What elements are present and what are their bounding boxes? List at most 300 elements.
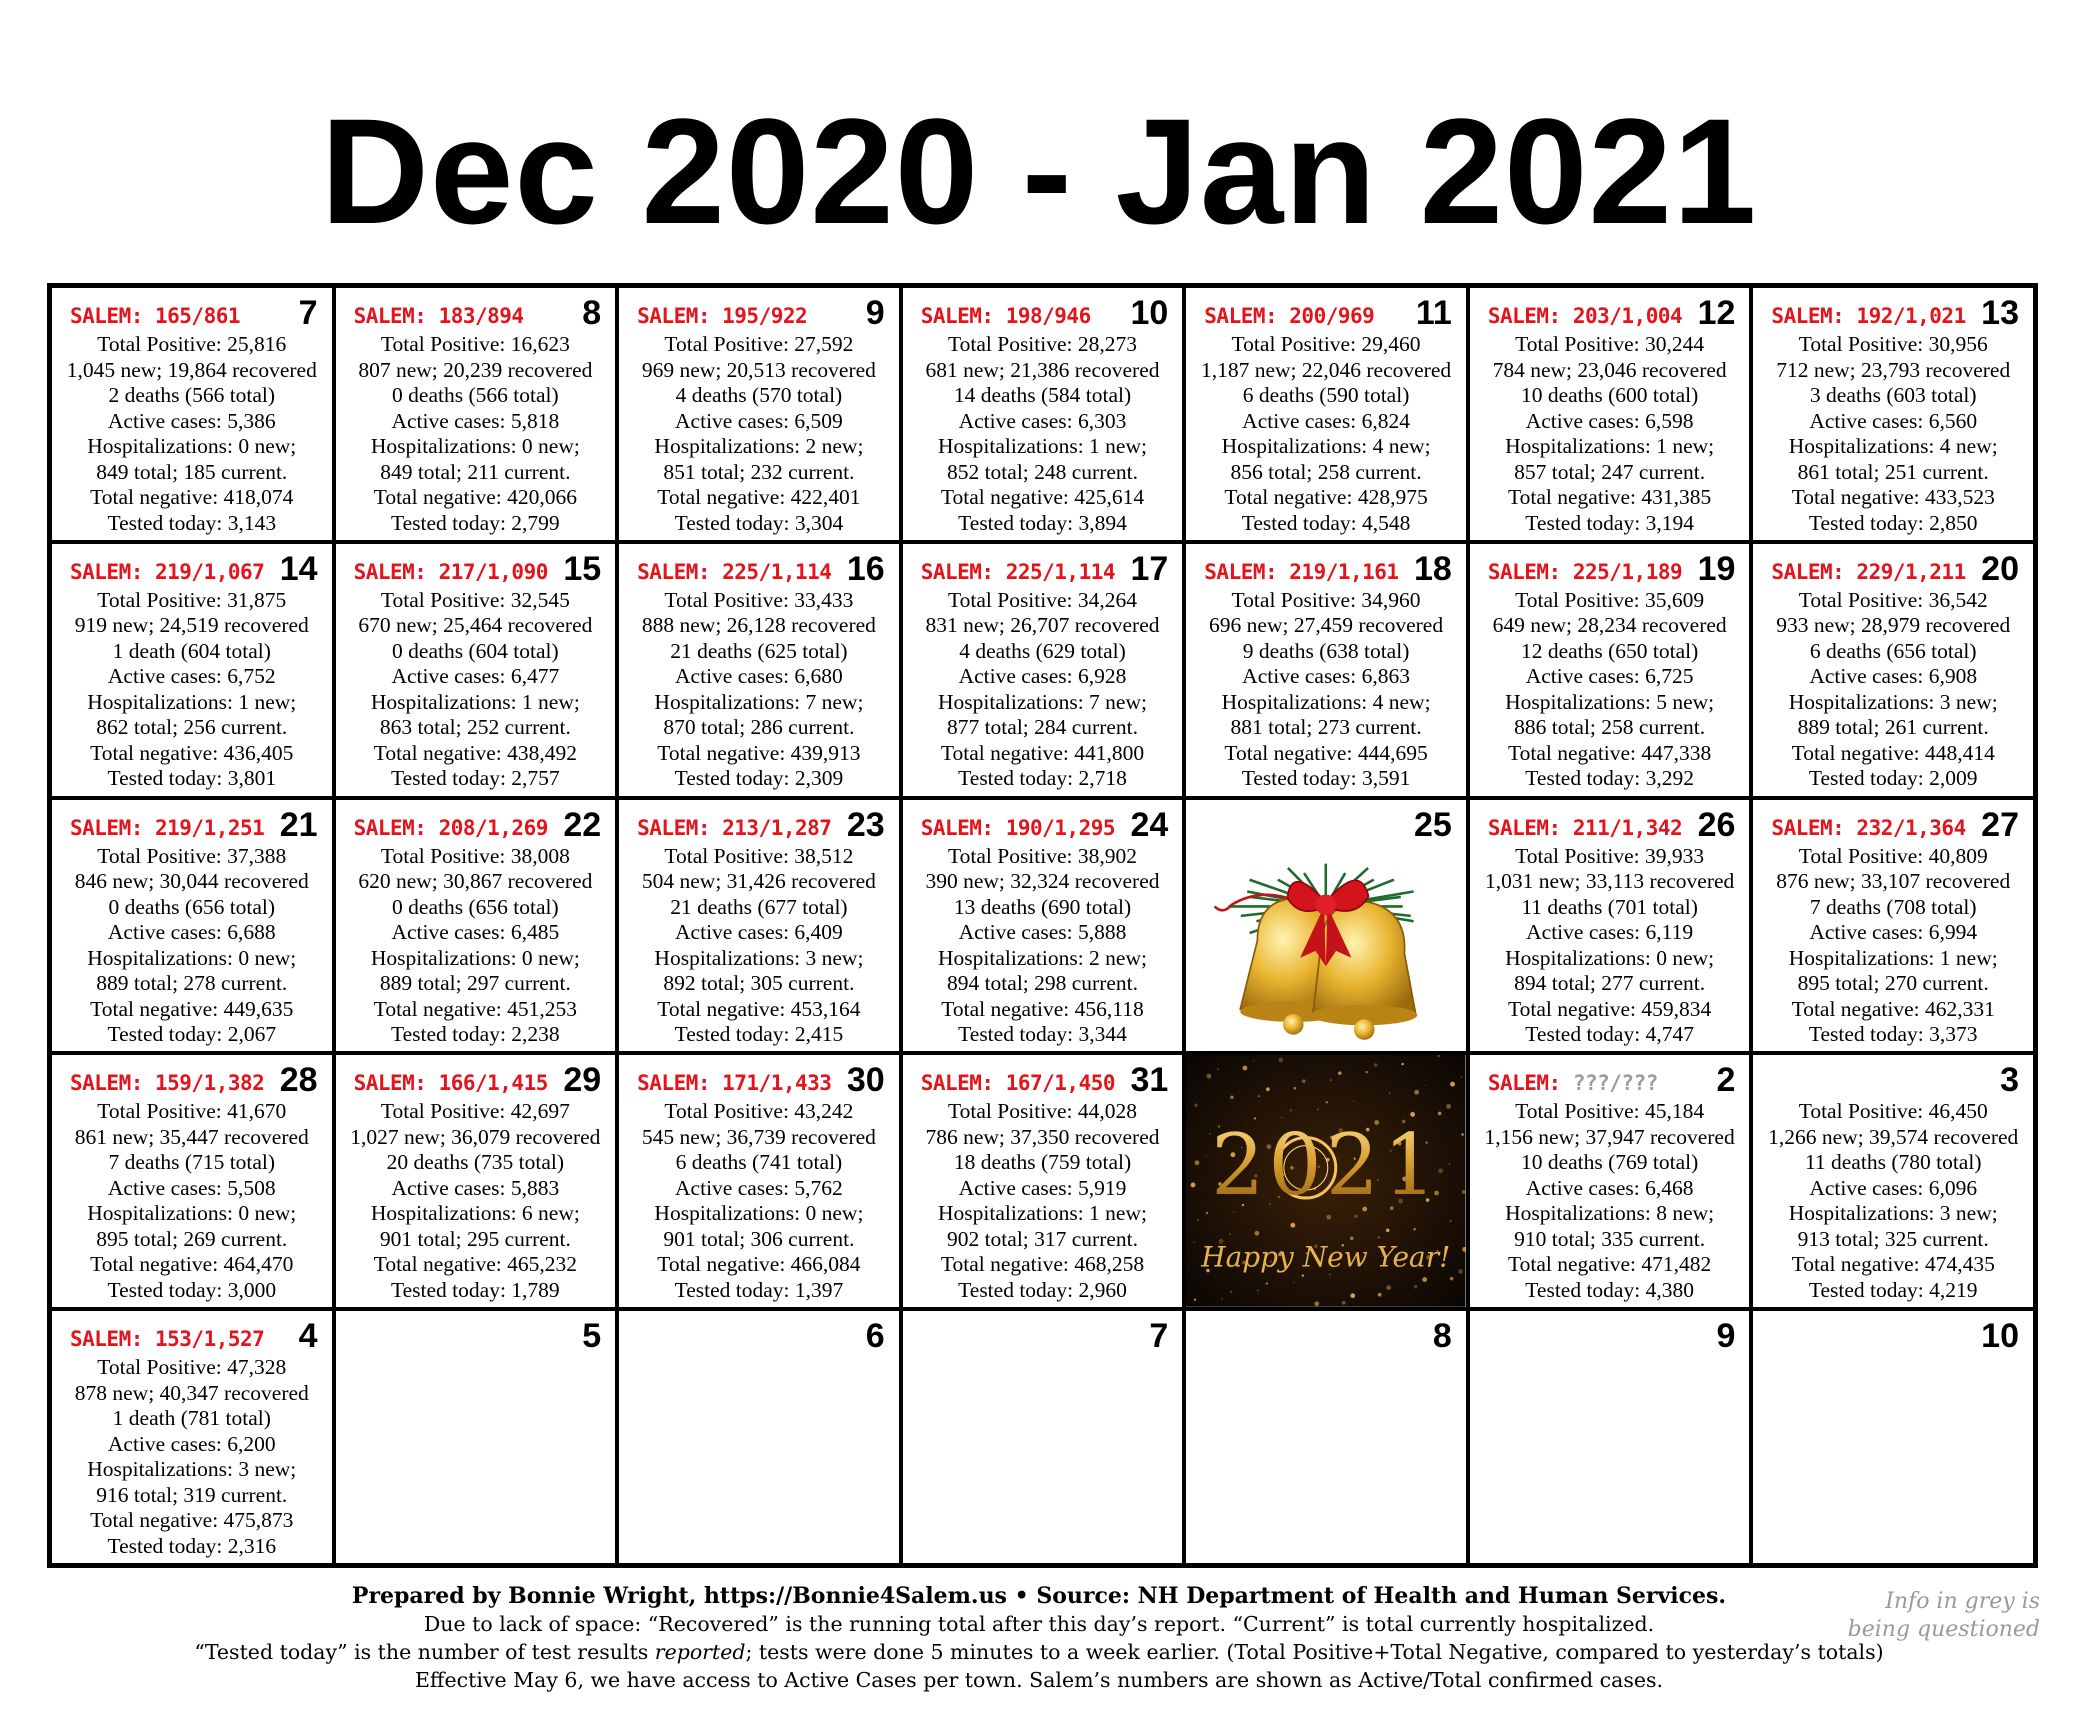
day-statistics: [903, 844, 1183, 1048]
stat-line: 1,045 new; 19,864 recovered: [66, 357, 317, 382]
calendar-day-cell: [1184, 542, 1468, 798]
cell-header: [1470, 294, 1742, 334]
stat-line: 786 new; 37,350 recovered: [925, 1124, 1160, 1149]
day-statistics: [1753, 844, 2033, 1048]
calendar-day-cell: [1751, 1309, 2035, 1565]
stat-line: Total negative: 420,066: [373, 485, 577, 509]
footer-notes: [0, 1582, 2078, 1694]
stat-line: 9 deaths (638 total): [1242, 638, 1410, 663]
day-number: 19: [1697, 549, 1736, 588]
stat-line: 870 total; 286 current.: [663, 715, 855, 740]
stat-line: 861 total; 251 current.: [1797, 459, 1989, 484]
stat-line: Total negative: 453,164: [657, 996, 861, 1021]
stat-line: 919 new; 24,519 recovered: [74, 613, 309, 638]
stat-line: Tested today: 4,380: [1525, 1277, 1694, 1302]
day-number: 26: [1697, 805, 1736, 844]
day-statistics: [52, 844, 332, 1048]
stat-line: 901 total; 306 current.: [663, 1226, 855, 1251]
day-statistics: [903, 588, 1183, 792]
stat-line: 2 deaths (566 total): [108, 383, 276, 407]
stat-line: 881 total; 273 current.: [1230, 715, 1422, 740]
stat-line: Tested today: 2,009: [1808, 766, 1978, 791]
stat-line: Active cases: 5,386: [107, 408, 276, 433]
stat-line: 1 death (604 total): [112, 638, 271, 663]
stat-line: Active cases: 6,096: [1809, 1175, 1978, 1200]
stat-line: Tested today: 2,850: [1808, 510, 1978, 535]
footer-note-recovered: Due to lack of space: “Recovered” is the running total after this day’s report. “Current” is total currently hospitalized.: [423, 1612, 1655, 1636]
cell-header: [336, 806, 608, 846]
stat-line: Hospitalizations: 1 new;: [1505, 434, 1715, 458]
cell-header: [619, 294, 891, 334]
day-number: 25: [1414, 805, 1452, 844]
cell-header: [1470, 806, 1742, 846]
stat-line: 861 new; 35,447 recovered: [74, 1124, 309, 1149]
stat-line: Hospitalizations: 0 new;: [87, 945, 297, 970]
calendar-day-cell: [901, 1053, 1185, 1309]
stat-line: Active cases: 6,477: [391, 664, 560, 689]
day-statistics: [1470, 588, 1750, 792]
stat-line: Tested today: 4,548: [1241, 510, 1411, 535]
stat-line: Total Positive: 33,433: [664, 587, 854, 612]
cell-header: [1186, 1061, 1458, 1101]
day-statistics: [52, 588, 332, 792]
stat-line: Total Positive: 40,809: [1798, 843, 1988, 868]
grey-info-note: [1848, 1588, 2040, 1644]
stat-line: 889 total; 297 current.: [379, 971, 571, 996]
cell-header: [619, 1061, 891, 1101]
day-number: 8: [1432, 1317, 1452, 1356]
stat-line: Total Positive: 29,460: [1231, 332, 1421, 356]
day-statistics: [1186, 332, 1466, 536]
stat-line: Total negative: 474,435: [1791, 1252, 1995, 1277]
stat-line: Total Positive: 38,008: [380, 843, 570, 868]
stat-line: 0 deaths (656 total): [392, 894, 559, 919]
salem-count: SALEM: 225/1,114: [637, 559, 832, 584]
stat-line: Hospitalizations: 0 new;: [370, 945, 580, 970]
stat-line: Active cases: 6,200: [107, 1431, 276, 1456]
calendar-day-cell: [617, 1309, 901, 1565]
cell-header: [52, 550, 324, 590]
stat-line: 846 new; 30,044 recovered: [74, 869, 309, 894]
stat-line: 1,156 new; 37,947 recovered: [1484, 1124, 1735, 1149]
stat-line: Tested today: 2,960: [958, 1277, 1127, 1302]
stat-line: Total Positive: 46,450: [1798, 1099, 1988, 1124]
cell-header: [1186, 1317, 1458, 1357]
stat-line: 1,266 new; 39,574 recovered: [1768, 1124, 2019, 1149]
calendar-day-cell: [1751, 542, 2035, 798]
stat-line: Total negative: 444,695: [1224, 740, 1428, 765]
stat-line: Hospitalizations: 2 new;: [937, 945, 1147, 970]
day-statistics: [336, 844, 616, 1048]
day-number: 30: [846, 1061, 885, 1100]
salem-count: SALEM: ???/???: [1487, 1071, 1658, 1096]
footer-note-tested-a: “Tested today” is the number of test results: [194, 1640, 655, 1664]
stat-line: 6 deaths (656 total): [1809, 638, 1977, 663]
stat-line: Active cases: 6,824: [1242, 408, 1410, 433]
stat-line: Total Positive: 36,542: [1798, 587, 1988, 612]
day-statistics: [336, 588, 616, 792]
calendar-day-cell: [1751, 286, 2035, 542]
day-number: 15: [563, 549, 602, 588]
stat-line: 20 deaths (735 total): [386, 1150, 565, 1175]
stat-line: 7 deaths (708 total): [1809, 894, 1977, 919]
stat-line: 390 new; 32,324 recovered: [925, 869, 1160, 894]
salem-count: SALEM: 219/1,161: [1204, 559, 1399, 584]
day-number: 23: [846, 805, 885, 844]
cell-header: [903, 1317, 1175, 1357]
stat-line: Total negative: 438,492: [373, 740, 577, 765]
stat-line: 696 new; 27,459 recovered: [1209, 613, 1444, 638]
stat-line: Hospitalizations: 3 new;: [1788, 689, 1998, 714]
stat-line: 545 new; 36,739 recovered: [641, 1124, 876, 1149]
stat-line: Active cases: 6,119: [1526, 920, 1694, 945]
day-number: 22: [563, 805, 602, 844]
salem-count: SALEM: 211/1,342: [1487, 815, 1683, 840]
stat-line: 4 deaths (629 total): [959, 638, 1126, 663]
salem-count: SALEM: 195/922: [637, 304, 808, 328]
stat-line: Hospitalizations: 4 new;: [1221, 434, 1431, 458]
stat-line: Total negative: 464,470: [90, 1252, 294, 1277]
stat-line: Total Positive: 35,609: [1515, 587, 1705, 612]
stat-line: 857 total; 247 current.: [1514, 459, 1706, 484]
stat-line: Total negative: 465,232: [373, 1252, 577, 1277]
day-statistics: [52, 332, 332, 536]
day-number: 21: [279, 805, 318, 844]
stat-line: Active cases: 6,598: [1525, 408, 1694, 433]
stat-line: 12 deaths (650 total): [1520, 638, 1699, 663]
stat-line: Hospitalizations: 0 new;: [370, 434, 580, 458]
calendar-grid: [47, 283, 2038, 1568]
stat-line: 18 deaths (759 total): [953, 1150, 1132, 1175]
salem-count: SALEM: 225/1,114: [920, 559, 1115, 584]
stat-line: Active cases: 6,560: [1809, 408, 1978, 433]
stat-line: Hospitalizations: 0 new;: [87, 434, 297, 458]
stat-line: Active cases: 6,863: [1242, 664, 1410, 689]
stat-line: 504 new; 31,426 recovered: [641, 869, 876, 894]
salem-count: SALEM: 208/1,269: [353, 815, 548, 840]
stat-line: 889 total; 261 current.: [1797, 715, 1989, 740]
stat-line: Hospitalizations: 1 new;: [87, 689, 297, 714]
cell-header: [1186, 550, 1458, 590]
stat-line: Total negative: 456,118: [941, 996, 1144, 1021]
day-statistics: [336, 332, 616, 536]
cell-header: [1186, 806, 1458, 846]
day-statistics: [1186, 588, 1466, 792]
calendar-day-cell: [334, 286, 618, 542]
salem-count: SALEM: 229/1,211: [1771, 559, 1966, 584]
day-number: 11: [1415, 294, 1452, 332]
stat-line: Total negative: 428,975: [1224, 485, 1428, 509]
new-year-year-text: 2021: [1211, 1116, 1441, 1215]
stat-line: 681 new; 21,386 recovered: [925, 357, 1160, 382]
stat-line: Total negative: 462,331: [1791, 996, 1995, 1021]
day-statistics: [1753, 332, 2033, 536]
stat-line: 784 new; 23,046 recovered: [1492, 357, 1727, 382]
stat-line: Hospitalizations: 6 new;: [370, 1201, 580, 1226]
stat-line: 889 total; 278 current.: [96, 971, 288, 996]
grey-note-line-1: Info in grey is: [1885, 1589, 2040, 1614]
stat-line: 14 deaths (584 total): [953, 383, 1132, 407]
cell-header: [336, 1317, 608, 1357]
stat-line: 649 new; 28,234 recovered: [1492, 613, 1727, 638]
stat-line: Tested today: 3,292: [1525, 766, 1694, 791]
day-statistics: [619, 844, 899, 1048]
stat-line: Active cases: 6,509: [675, 408, 843, 433]
stat-line: Total negative: 431,385: [1507, 485, 1712, 509]
cell-header: [619, 1317, 891, 1357]
stat-line: Total Positive: 27,592: [664, 332, 854, 356]
salem-count: SALEM: 198/946: [920, 304, 1091, 328]
stat-line: 876 new; 33,107 recovered: [1776, 869, 2011, 894]
day-number: 3: [2000, 1061, 2019, 1100]
stat-line: 0 deaths (656 total): [108, 894, 276, 919]
day-statistics: [619, 332, 899, 536]
day-number: 7: [1149, 1317, 1169, 1356]
stat-line: 807 new; 20,239 recovered: [358, 357, 593, 382]
stat-line: Hospitalizations: 1 new;: [937, 1201, 1147, 1226]
stat-line: 1,187 new; 22,046 recovered: [1200, 357, 1452, 382]
stat-line: Total Positive: 44,028: [947, 1099, 1137, 1124]
salem-count: SALEM: 219/1,067: [70, 559, 265, 584]
stat-line: 6 deaths (590 total): [1242, 383, 1410, 407]
calendar-day-cell: [1184, 1053, 1468, 1309]
stat-line: 712 new; 23,793 recovered: [1776, 357, 2011, 382]
stat-line: Hospitalizations: 7 new;: [654, 689, 864, 714]
salem-count: SALEM: 200/969: [1204, 304, 1375, 328]
calendar-day-cell: [50, 542, 334, 798]
day-number: 10: [1981, 1317, 2019, 1356]
stat-line: Tested today: 4,747: [1525, 1022, 1694, 1047]
salem-count: SALEM: 159/1,382: [70, 1071, 265, 1096]
stat-line: 21 deaths (625 total): [670, 638, 848, 663]
stat-line: 0 deaths (566 total): [392, 383, 559, 407]
stat-line: 11 deaths (780 total): [1804, 1150, 1982, 1175]
cell-header: [1186, 294, 1458, 334]
stat-line: Tested today: 3,194: [1525, 510, 1694, 535]
stat-line: Total Positive: 31,875: [97, 587, 287, 612]
stat-line: Total negative: 433,523: [1791, 485, 1995, 509]
salem-count: SALEM: 232/1,364: [1771, 815, 1966, 840]
stat-line: 895 total; 269 current.: [96, 1226, 288, 1251]
day-number: 13: [1981, 294, 2019, 332]
cell-header: [1753, 806, 2025, 846]
stat-line: Total negative: 459,834: [1507, 996, 1712, 1021]
salem-count: SALEM: 153/1,527: [70, 1327, 265, 1352]
stat-line: Active cases: 6,303: [958, 408, 1127, 433]
stat-line: 13 deaths (690 total): [953, 894, 1132, 919]
stat-line: 1 death (781 total): [112, 1406, 271, 1431]
stat-line: Hospitalizations: 4 new;: [1221, 689, 1431, 714]
day-statistics: [1470, 332, 1750, 536]
day-number: 10: [1130, 294, 1169, 332]
calendar-day-cell: [901, 1309, 1185, 1565]
cell-header: [903, 294, 1175, 334]
stat-line: Active cases: 5,818: [391, 408, 560, 433]
stat-line: Hospitalizations: 5 new;: [1505, 689, 1715, 714]
footer-note-tested: [0, 1638, 2078, 1666]
stat-line: Tested today: 3,344: [958, 1022, 1127, 1047]
cell-header: [1753, 550, 2025, 590]
stat-line: Tested today: 2,415: [674, 1022, 844, 1047]
day-statistics: [619, 588, 899, 792]
stat-line: 888 new; 26,128 recovered: [641, 613, 876, 638]
cell-picture: [1186, 838, 1466, 1052]
stat-line: Active cases: 6,680: [675, 664, 843, 689]
day-statistics: [619, 1099, 899, 1303]
calendar-day-cell: [334, 542, 618, 798]
stat-line: Active cases: 6,485: [391, 920, 560, 945]
day-number: 29: [563, 1061, 602, 1100]
cell-header: [619, 550, 891, 590]
calendar-day-cell: [1184, 1309, 1468, 1565]
stat-line: 7 deaths (715 total): [108, 1150, 276, 1175]
stat-line: Hospitalizations: 3 new;: [87, 1457, 297, 1482]
stat-line: Total negative: 439,913: [657, 740, 861, 765]
day-number: 9: [865, 294, 885, 332]
calendar-day-cell: [1751, 798, 2035, 1054]
stat-line: Hospitalizations: 7 new;: [937, 689, 1147, 714]
salem-count: SALEM: 203/1,004: [1487, 304, 1683, 328]
day-number: 8: [582, 294, 602, 332]
stat-line: Tested today: 3,894: [958, 510, 1127, 535]
stat-line: Tested today: 2,067: [107, 1022, 277, 1047]
stat-line: Hospitalizations: 1 new;: [1788, 945, 1998, 970]
day-number: 17: [1130, 549, 1169, 588]
stat-line: 10 deaths (769 total): [1520, 1150, 1699, 1175]
cell-header: [52, 806, 324, 846]
stat-line: Total Positive: 38,902: [947, 843, 1137, 868]
stat-line: 11 deaths (701 total): [1521, 894, 1698, 919]
stat-line: Hospitalizations: 2 new;: [654, 434, 864, 458]
stat-line: 10 deaths (600 total): [1520, 383, 1699, 407]
calendar-day-cell: [617, 1053, 901, 1309]
stat-line: Tested today: 3,591: [1241, 766, 1411, 791]
stat-line: Total Positive: 43,242: [664, 1099, 854, 1124]
cell-header: [52, 294, 324, 334]
calendar-day-cell: [901, 798, 1185, 1054]
cell-header: [1753, 1061, 2025, 1101]
salem-count: SALEM: 217/1,090: [353, 559, 548, 584]
footer-note-tested-em: reported: [654, 1640, 746, 1664]
calendar-day-cell: [50, 286, 334, 542]
calendar-day-cell: [50, 1053, 334, 1309]
cell-header: [52, 1061, 324, 1101]
stat-line: 670 new; 25,464 recovered: [358, 613, 593, 638]
stat-line: Total negative: 475,873: [90, 1508, 294, 1533]
calendar-day-cell: [1184, 798, 1468, 1054]
cell-header: [1470, 1317, 1742, 1357]
day-number: 16: [846, 549, 885, 588]
salem-count: SALEM: 192/1,021: [1771, 304, 1966, 328]
stat-line: Tested today: 2,718: [958, 766, 1127, 791]
day-statistics: [52, 1099, 332, 1303]
stat-line: Tested today: 3,801: [107, 766, 277, 791]
stat-line: Hospitalizations: 0 new;: [654, 1201, 864, 1226]
stat-line: 877 total; 284 current.: [946, 715, 1139, 740]
stat-line: Tested today: 3,000: [107, 1277, 277, 1302]
day-number: 5: [582, 1317, 602, 1356]
stat-line: 933 new; 28,979 recovered: [1776, 613, 2011, 638]
calendar-day-cell: [1468, 542, 1752, 798]
stat-line: 1,027 new; 36,079 recovered: [350, 1124, 601, 1149]
salem-count: SALEM: 213/1,287: [637, 815, 832, 840]
stat-line: Tested today: 1,397: [674, 1277, 844, 1302]
cell-header: [336, 1061, 608, 1101]
calendar-day-cell: [50, 798, 334, 1054]
calendar-day-cell: [1468, 798, 1752, 1054]
stat-line: Total negative: 449,635: [90, 996, 294, 1021]
stat-line: Active cases: 6,928: [958, 664, 1127, 689]
cell-header: [903, 806, 1175, 846]
stat-line: 6 deaths (741 total): [675, 1150, 843, 1175]
calendar-day-cell: [334, 798, 618, 1054]
day-number: 4: [298, 1317, 318, 1356]
stat-line: Total Positive: 38,512: [664, 843, 854, 868]
stat-line: Tested today: 1,789: [391, 1277, 560, 1302]
stat-line: Hospitalizations: 1 new;: [370, 689, 580, 714]
stat-line: 852 total; 248 current.: [946, 459, 1139, 484]
stat-line: Total Positive: 34,960: [1231, 587, 1421, 612]
stat-line: Total negative: 447,338: [1507, 740, 1712, 765]
salem-count: SALEM: 219/1,251: [70, 815, 265, 840]
stat-line: Hospitalizations: 3 new;: [654, 945, 864, 970]
stat-line: Total Positive: 39,933: [1515, 843, 1705, 868]
stat-line: Total Positive: 16,623: [380, 332, 570, 356]
calendar-day-cell: [1751, 1053, 2035, 1309]
salem-count-questioned: ???/???: [1572, 1071, 1658, 1096]
grey-note-line-2: being questioned: [1847, 1617, 2040, 1642]
stat-line: Active cases: 6,725: [1525, 664, 1694, 689]
stat-line: 0 deaths (604 total): [392, 638, 559, 663]
stat-line: Total negative: 468,258: [940, 1252, 1145, 1277]
stat-line: Hospitalizations: 0 new;: [1505, 945, 1715, 970]
stat-line: 4 deaths (570 total): [675, 383, 843, 407]
stat-line: 913 total; 325 current.: [1797, 1226, 1989, 1251]
salem-count: SALEM: 190/1,295: [920, 815, 1115, 840]
calendar-day-cell: [901, 286, 1185, 542]
calendar-day-cell: [334, 1309, 618, 1565]
stat-line: 878 new; 40,347 recovered: [74, 1380, 309, 1405]
stat-line: Hospitalizations: 1 new;: [937, 434, 1147, 458]
day-number: 28: [279, 1061, 318, 1100]
stat-line: Active cases: 5,508: [107, 1175, 276, 1200]
stat-line: Total negative: 436,405: [90, 740, 294, 765]
stat-line: 856 total; 258 current.: [1230, 459, 1422, 484]
stat-line: 863 total; 252 current.: [379, 715, 571, 740]
happy-new-year-text: Happy New Year!: [1201, 1240, 1451, 1274]
footer-note-active: Effective May 6, we have access to Active Cases per town. Salem’s numbers are shown as Active/Total confirmed cases.: [414, 1668, 1664, 1692]
stat-line: 21 deaths (677 total): [670, 894, 848, 919]
day-number: 18: [1414, 549, 1452, 588]
stat-line: 910 total; 335 current.: [1514, 1226, 1706, 1251]
cell-header: [619, 806, 891, 846]
stat-line: Total negative: 441,800: [940, 740, 1145, 765]
stat-line: Total negative: 451,253: [373, 996, 577, 1021]
stat-line: Total negative: 425,614: [940, 485, 1145, 509]
day-statistics: [1470, 844, 1750, 1048]
day-number: 2: [1716, 1061, 1736, 1100]
stat-line: Total negative: 418,074: [90, 485, 294, 509]
cell-header: [1470, 550, 1742, 590]
calendar-day-cell: [617, 542, 901, 798]
day-statistics: [52, 1355, 332, 1559]
cell-header: [1753, 1317, 2025, 1357]
stat-line: 902 total; 317 current.: [946, 1226, 1139, 1251]
stat-line: 831 new; 26,707 recovered: [925, 613, 1160, 638]
stat-line: 916 total; 319 current.: [96, 1482, 288, 1507]
stat-line: Total Positive: 28,273: [947, 332, 1137, 356]
stat-line: Tested today: 2,799: [391, 510, 560, 535]
